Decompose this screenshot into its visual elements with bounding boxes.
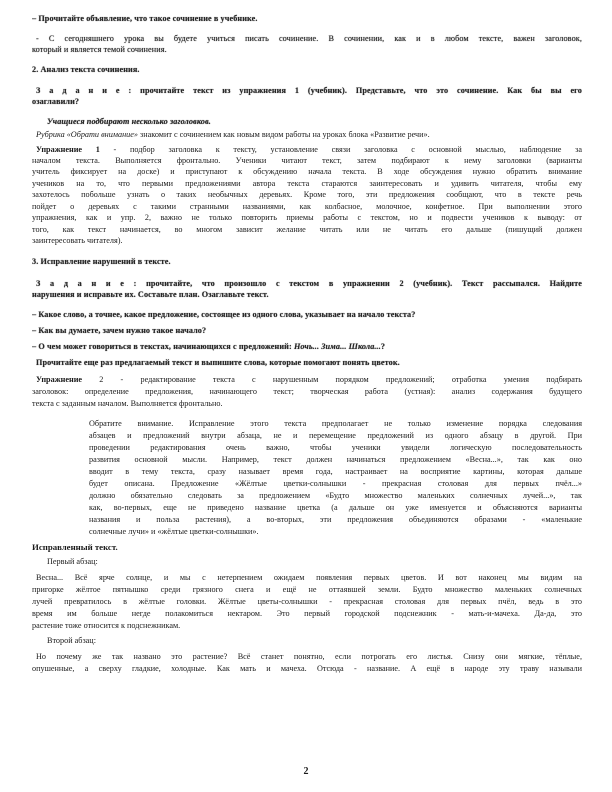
question-line: – Какое слово, а точнее, какое предложение, состоящее из одного слова, указывает на начало текста? — [32, 310, 416, 319]
fixed-text-line: Весна... Всё ярче солнце, и мы с нетерпением ожидаем появления первых цветов. И вот наконец мы видим на — [36, 573, 582, 582]
question-text: – О чем может говориться в текстах, начинающихся с предложений: — [32, 342, 294, 351]
note-line: Обратите внимание. Исправление этого текста предполагает не только изменение порядка следования — [89, 419, 582, 428]
exercise-1-line: упражнения, как и упр. 2, важно не только повторить приемы работы с текстом, но и подвести учеников к выводу: от — [32, 213, 582, 222]
rubric-text: знакомит с сочинением как новым видом работы на уроках блока «Развитие речи». — [137, 130, 430, 139]
note-line: вводит в тему текста, сразу называет время года, настраивает на восприятие картины, которая дальше — [89, 467, 582, 476]
page-number: 2 — [303, 766, 309, 777]
question-line — [32, 342, 582, 352]
exercise-1-label: Упражнение 1 — [36, 145, 100, 154]
exercise-1-line: учитель фиксирует на доске) и приступают к обсуждению начала текста. В ходе обсуждения нужно обратить внимание — [32, 167, 582, 176]
exercise-1-line: началом текста. Выполняется фронтально. Ученики читают текст, затем подбирают к нему заголовки (варианты — [32, 156, 582, 165]
fixed-text-line: лучей превратилось в жёлтые головки. Жёлтые цветы-солнышки - прекрасная столовая для первых пчёл, ведь в это — [32, 597, 582, 606]
fixed-text-line: растение тоже относится к подснежникам. — [32, 621, 181, 630]
note-line: солнечные лучи» и «жёлтые цветки-солнышки». — [89, 527, 259, 536]
exercise-1-line: захотелось побольше узнать о таких необычных деревьях. Кроме того, эти предложения сообщают, что в тексте речь — [32, 190, 582, 199]
exercise-2-line: текста с заданным началом. Выполняется фронтально. — [32, 399, 223, 408]
question-examples: Ночь... Зима... Школа... — [293, 342, 381, 351]
exercise-1-text: - подбор заголовка к тексту, установление связи заголовка с основной мыслью, наблюдение за — [99, 145, 582, 154]
note-line: как, во-первых, еще не приведено название цветка (а дальше он уже именуется и объясняются варианты — [89, 503, 582, 512]
exercise-2-line: заголовок: определение предложения, начинающего текст; творческая работа (устная): анализ содержания будущего — [32, 387, 582, 396]
instruction-line: – Прочитайте объявление, что такое сочинение в учебнике. — [32, 14, 258, 23]
exercise-1-line: пойдет о деревьях с такими странными названиями, как колбасное, молочное, конфетное. При выполнении этого — [32, 202, 582, 211]
paragraph-label: Второй абзац: — [47, 636, 96, 645]
fixed-text-line: опушенные, а сверху гладкие, холодные. Как мать и мачеха. Отсюда - название. А ещё в народе эту траву называли — [32, 664, 582, 673]
task-line: З а д а н и е : прочитайте, что произошло с текстом в упражнении 2 (учебник). Текст рассыпался. Найдите — [36, 279, 582, 288]
fixed-text-heading: Исправленный текст. — [32, 542, 118, 552]
exercise-1-line: того, как текст начинается, во многом зависит желание читать или не читать его дальше (пишущий должен — [32, 225, 582, 234]
section-heading-3: 3. Исправление нарушений в тексте. — [32, 257, 171, 266]
exercise-1-line — [36, 145, 582, 155]
task-line: озаглавили? — [32, 97, 80, 106]
fixed-text-line: Но почему же так названо это растение? Всё станет понятно, если потрогать его листья. Снизу они мягкие, тёплые, — [36, 652, 582, 661]
question-mark: ? — [380, 342, 386, 351]
question-line: – Как вы думаете, зачем нужно такое начало? — [32, 326, 207, 335]
note-line: названия и польза растения), а во-вторых, эти предложения объединяются образами - «маленькие — [89, 515, 582, 524]
note-line: проведении редактирования очень важно, чтобы ученики увидели логическую последовательность — [89, 443, 582, 452]
note-line: должно обязательно следовать за предложением «Будто множество маленьких солнечных лучей...», так — [89, 491, 582, 500]
exercise-1-line: учеников на то, что первыми предложениями автора текста стараются заинтересовать и удивить читателя, чтобы ему — [32, 179, 582, 188]
rubric-line — [36, 130, 582, 140]
task-line: З а д а н и е : прочитайте текст из упражнения 1 (учебник). Представьте, что это сочинение. Как бы вы его — [36, 86, 582, 95]
note-line: развития основной мысли. Например, текст должен начинаться предложением «Весна...», так как оно — [89, 455, 582, 464]
fixed-text-line: пригорке жёлтое пятнышко среди грязного снега и ещё не оттаявшей земли. Будто множество маленьких солнечных — [32, 585, 582, 594]
exercise-2-label: Упражнение — [36, 375, 83, 384]
note-line: будет описана. Предложение «Жёлтые цветки-солнышки - прекрасная столовая для первых пчёл...» — [89, 479, 582, 488]
teacher-speech-line: который и является темой сочинения. — [32, 45, 167, 54]
paragraph-label: Первый абзац: — [47, 557, 98, 566]
task-line: нарушения и исправьте их. Составьте план. Озаглавьте текст. — [32, 290, 269, 299]
section-heading-2: 2. Анализ текста сочинения. — [32, 65, 140, 74]
rubric-name: Рубрика «Обрати внимание» — [36, 130, 138, 139]
exercise-2-text: 2 - редактирование текста с нарушенным порядком предложений; отработка умения подбирать — [82, 375, 582, 384]
exercise-1-line: заинтересовать читателя). — [32, 236, 123, 245]
teacher-speech-line: - С сегодняшнего урока вы будете учиться писать сочинение. В сочинении, как и в любом тексте, важен заголовок, — [36, 34, 582, 43]
exercise-2-line — [36, 375, 582, 385]
task-note: Учащиеся подбирают несколько заголовков. — [47, 117, 211, 126]
instruction-line: Прочитайте еще раз предлагаемый текст и выпишите слова, которые помогают понять цветок. — [36, 358, 400, 367]
note-line: абзацев и предложений внутри абзаца, не и перемещение предложений из одного абзацу в другой. При — [89, 431, 582, 440]
fixed-text-line: время им больше негде полакомиться нектаром. Это первый городской подснежник - мать-и-мачеха. Да-да, это — [32, 609, 582, 618]
